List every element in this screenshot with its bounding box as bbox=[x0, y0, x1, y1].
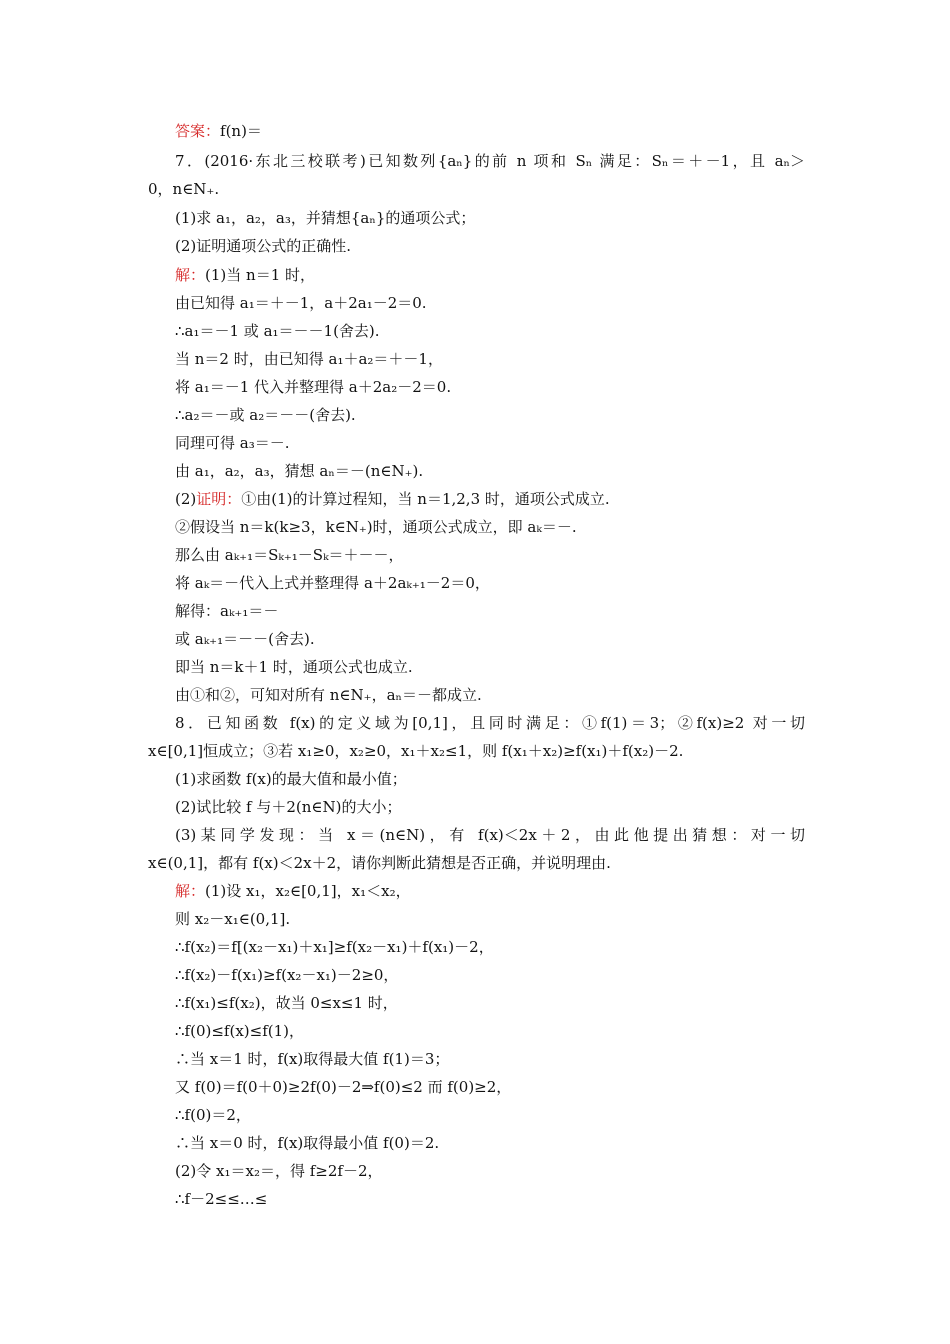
proof-line: 即当 n＝k＋1 时，通项公式也成立. bbox=[175, 658, 413, 676]
proof-line: 或 aₖ₊₁＝－－(舍去). bbox=[175, 630, 315, 648]
solution-text: (1)设 x₁，x₂∈[0,1]，x₁＜x₂， bbox=[205, 882, 411, 900]
problem-8-title: 8．已知函数 f(x)的定义域为[0,1]，且同时满足：①f(1)＝3；②f(x)≥2 对一切 bbox=[175, 714, 805, 732]
solution-line: 当 n＝2 时，由已知得 a₁＋a₂＝＋－1， bbox=[175, 350, 443, 368]
problem-8-question-2: (2)试比较 f 与＋2(n∈N)的大小； bbox=[175, 798, 402, 816]
problem-8-solution-start bbox=[175, 881, 411, 901]
solution-line: ∴a₁＝－1 或 a₁＝－－1(舍去). bbox=[175, 322, 380, 340]
solution-line: 同理可得 a₃＝－. bbox=[175, 434, 290, 452]
solution-line: ∴f(x₂)＝f[(x₂－x₁)＋x₁]≥f(x₂－x₁)＋f(x₁)－2， bbox=[175, 938, 494, 956]
solution-line: 则 x₂－x₁∈(0,1]. bbox=[175, 910, 291, 928]
solution-text: (1)当 n＝1 时， bbox=[205, 266, 316, 284]
proof-line: ②假设当 n＝k(k≥3，k∈N₊)时，通项公式成立，即 aₖ＝－. bbox=[175, 518, 577, 536]
proof-prefix: (2) bbox=[175, 490, 197, 508]
proof-line: 解得：aₖ₊₁＝－ bbox=[175, 602, 279, 620]
answer-text: f(n)＝ bbox=[220, 122, 262, 140]
answer-label: 答案： bbox=[175, 122, 221, 140]
proof-line: 由①和②，可知对所有 n∈N₊，aₙ＝－都成立. bbox=[175, 686, 482, 704]
answer-line bbox=[175, 121, 262, 141]
problem-7-title-cont: 0，n∈N₊. bbox=[148, 180, 220, 198]
problem-7-question-1: (1)求 a₁，a₂，a₃，并猜想{aₙ}的通项公式； bbox=[175, 209, 476, 227]
solution-label: 解： bbox=[175, 266, 206, 284]
solution-line: 又 f(0)＝f(0＋0)≥2f(0)－2⇒f(0)≤2 而 f(0)≥2， bbox=[175, 1078, 512, 1096]
solution-line: (2)令 x₁＝x₂＝，得 f≥2f－2， bbox=[175, 1162, 383, 1180]
problem-7-solution-start bbox=[175, 265, 315, 285]
problem-8-question-3: (3)某同学发现：当 x＝(n∈N)，有 f(x)＜2x＋2，由此他提出猜想：对一切 bbox=[175, 826, 805, 844]
proof-start bbox=[175, 489, 610, 509]
solution-line: ∴当 x＝1 时，f(x)取得最大值 f(1)＝3； bbox=[175, 1050, 450, 1068]
proof-label: 证明： bbox=[196, 490, 242, 508]
solution-line: ∴f(0)≤f(x)≤f(1)， bbox=[175, 1022, 304, 1040]
solution-line: ∴f－2≤≤…≤ bbox=[175, 1190, 268, 1208]
solution-line: 由已知得 a₁＝＋－1，a＋2a₁－2＝0. bbox=[175, 294, 427, 312]
solution-label: 解： bbox=[175, 882, 206, 900]
proof-line: 那么由 aₖ₊₁＝Sₖ₊₁－Sₖ＝＋－－， bbox=[175, 546, 404, 564]
solution-line: ∴f(x₂)－f(x₁)≥f(x₂－x₁)－2≥0， bbox=[175, 966, 399, 984]
problem-8-title-cont: x∈[0,1]恒成立；③若 x₁≥0，x₂≥0，x₁＋x₂≤1，则 f(x₁＋x₂)≥f(x₁)＋f(x₂)－2. bbox=[148, 742, 684, 760]
solution-line: ∴f(x₁)≤f(x₂)，故当 0≤x≤1 时， bbox=[175, 994, 398, 1012]
solution-line: ∴f(0)＝2， bbox=[175, 1106, 251, 1124]
problem-7-question-2: (2)证明通项公式的正确性. bbox=[175, 237, 352, 255]
proof-text: ①由(1)的计算过程知，当 n＝1,2,3 时，通项公式成立. bbox=[241, 490, 610, 508]
problem-8-question-3-cont: x∈(0,1]，都有 f(x)＜2x＋2，请你判断此猜想是否正确，并说明理由. bbox=[148, 854, 611, 872]
problem-7-title: 7．(2016·东北三校联考)已知数列{aₙ}的前 n 项和 Sₙ 满足：Sₙ＝＋－1，且 aₙ＞ bbox=[175, 152, 805, 170]
proof-line: 将 aₖ＝－代入上式并整理得 a＋2aₖ₊₁－2＝0， bbox=[175, 574, 490, 592]
solution-line: ∴a₂＝－或 a₂＝－－(舍去). bbox=[175, 406, 356, 424]
solution-line: 将 a₁＝－1 代入并整理得 a＋2a₂－2＝0. bbox=[175, 378, 452, 396]
solution-line: 由 a₁，a₂，a₃，猜想 aₙ＝－(n∈N₊). bbox=[175, 462, 424, 480]
solution-line: ∴当 x＝0 时，f(x)取得最小值 f(0)＝2. bbox=[175, 1134, 440, 1152]
problem-8-question-1: (1)求函数 f(x)的最大值和最小值； bbox=[175, 770, 407, 788]
